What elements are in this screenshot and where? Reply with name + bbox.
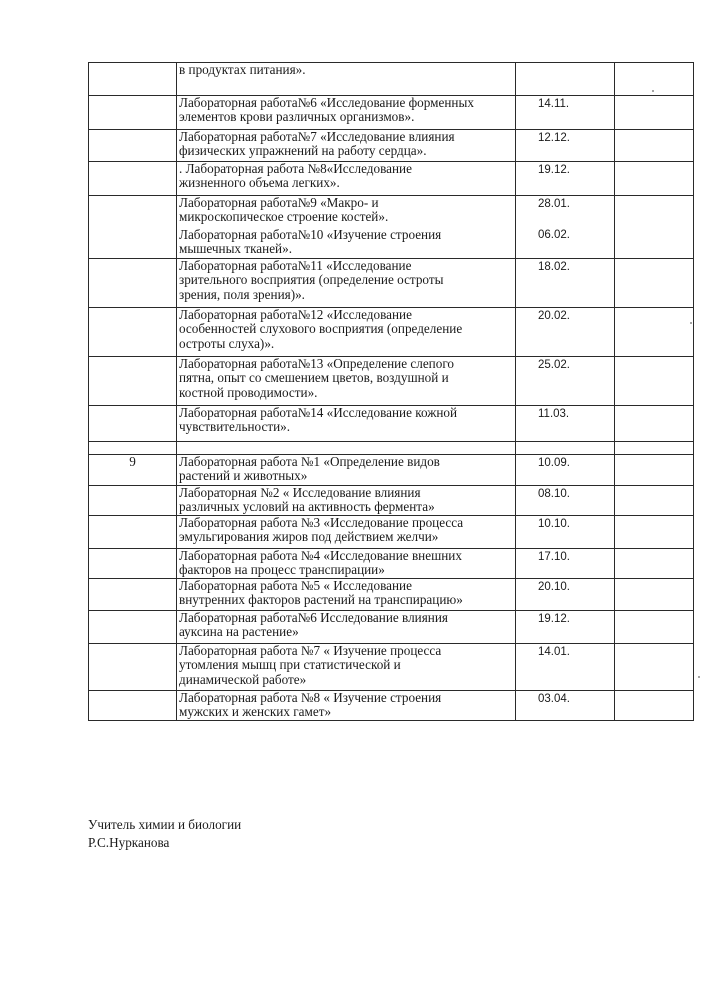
signature-block bbox=[88, 816, 241, 852]
planned-date: 11.03. bbox=[538, 408, 570, 420]
topic-cell bbox=[177, 259, 516, 308]
lab-work-title: Лабораторная работа №1 «Определение видов растений и животных» bbox=[179, 454, 440, 484]
lab-work-title: Лабораторная работа №7 « Изучение процесса утомления мышц при статистической и динамической работе» bbox=[179, 642, 442, 687]
date-cell bbox=[516, 259, 615, 308]
topic-cell bbox=[177, 357, 516, 406]
lab-work-title: Лабораторная работа№10 «Изучение строения мышечных тканей». bbox=[179, 226, 442, 257]
date-cell bbox=[516, 406, 615, 442]
planned-date: 08.10. bbox=[538, 488, 570, 500]
lab-works-table bbox=[88, 62, 694, 721]
planned-date: 14.11. bbox=[538, 98, 570, 110]
topic-cell bbox=[177, 643, 516, 690]
actual-date-cell bbox=[615, 486, 694, 516]
grade-cell: 9 bbox=[89, 455, 177, 486]
topic-cell bbox=[177, 162, 516, 196]
topic-cell bbox=[177, 486, 516, 516]
planned-date: 12.12. bbox=[538, 132, 570, 144]
topic-cell bbox=[177, 578, 516, 610]
actual-date-cell bbox=[615, 130, 694, 162]
scan-speck bbox=[698, 676, 700, 678]
actual-date-cell bbox=[615, 643, 694, 690]
topic-cell bbox=[177, 610, 516, 643]
lab-work-title: Лабораторная работа№11 «Исследование зрительного восприятия (определение остроты зрения, поля зрения)». bbox=[179, 258, 444, 302]
topic-cell bbox=[177, 690, 516, 720]
lab-work-title: Лабораторная работа№13 «Определение слепого пятна, опыт со смешением цветов, воздушной и костной проводимости». bbox=[179, 356, 454, 400]
date-cell bbox=[516, 357, 615, 406]
lab-work-title: Лабораторная работа№6 «Исследование форменных элементов крови различных организмов». bbox=[179, 95, 474, 125]
grade-cell bbox=[89, 578, 177, 610]
topic-cell bbox=[177, 196, 516, 259]
grade-cell bbox=[89, 130, 177, 162]
lab-work-title: Лабораторная работа №3 «Исследование процесса эмульгирования жиров под действием желчи» bbox=[179, 515, 464, 545]
planned-date: 19.12. bbox=[538, 612, 570, 625]
teacher-title: Учитель химии и биологии bbox=[88, 817, 242, 832]
grade-cell bbox=[89, 549, 177, 579]
planned-date: 03.04. bbox=[538, 692, 570, 705]
date-cell bbox=[516, 486, 615, 516]
planned-date: 25.02. bbox=[538, 359, 570, 371]
actual-date-cell bbox=[615, 63, 694, 96]
date-cell bbox=[516, 130, 615, 162]
actual-date-cell bbox=[615, 610, 694, 643]
grade-cell bbox=[89, 96, 177, 130]
lab-work-title: Лабораторная работа №8 « Изучение строения мужских и женских гамет» bbox=[179, 689, 442, 720]
date-cell bbox=[516, 455, 615, 486]
topic-cell bbox=[177, 549, 516, 579]
grade-cell bbox=[89, 643, 177, 690]
table-row bbox=[89, 357, 694, 406]
planned-date: 19.12. bbox=[538, 164, 570, 176]
topic-cell bbox=[177, 455, 516, 486]
lab-work-title: Лабораторная работа№12 «Исследование особенностей слухового восприятия (определение остроты слуха)». bbox=[179, 307, 463, 351]
grade-cell bbox=[89, 196, 177, 259]
planned-date: 17.10. bbox=[538, 551, 570, 563]
topic-cell bbox=[177, 308, 516, 357]
table-row bbox=[89, 308, 694, 357]
table-row bbox=[89, 690, 694, 720]
table-row bbox=[89, 63, 694, 96]
lab-work-title: . Лабораторная работа №8«Исследование жизненного объема легких». bbox=[179, 161, 412, 191]
topic-cell bbox=[177, 130, 516, 162]
actual-date-cell bbox=[615, 162, 694, 196]
date-cell bbox=[516, 690, 615, 720]
lab-work-title: Лабораторная работа №4 «Исследование внешних факторов на процесс транспирации» bbox=[179, 548, 462, 578]
teacher-name: Р.С.Нурканова bbox=[88, 835, 170, 850]
lab-work-title: Лабораторная работа №5 « Исследование внутренних факторов растений на транспирацию» bbox=[179, 577, 463, 608]
planned-date: 10.09. bbox=[538, 457, 570, 469]
table-row bbox=[89, 643, 694, 690]
planned-date: 14.01. bbox=[538, 645, 570, 658]
table-row bbox=[89, 259, 694, 308]
actual-date-cell bbox=[615, 259, 694, 308]
actual-date-cell bbox=[615, 406, 694, 442]
table-row bbox=[89, 455, 694, 486]
table-row bbox=[89, 516, 694, 549]
grade-cell bbox=[89, 162, 177, 196]
lab-work-title: в продуктах питания». bbox=[179, 62, 306, 77]
grade-cell bbox=[89, 406, 177, 442]
grade-cell bbox=[89, 486, 177, 516]
planned-date: 06.02. bbox=[538, 229, 570, 242]
table-row bbox=[89, 96, 694, 130]
actual-date-cell bbox=[615, 578, 694, 610]
grade-cell bbox=[89, 63, 177, 96]
grade-cell bbox=[89, 610, 177, 643]
lab-work-title: Лабораторная работа№6 Исследование влияния ауксина на растение» bbox=[179, 609, 448, 640]
date-cell bbox=[516, 643, 615, 690]
lab-work-title: Лабораторная №2 « Исследование влияния различных условий на активность фермента» bbox=[179, 485, 435, 515]
planned-date: 20.10. bbox=[538, 580, 570, 593]
table-row bbox=[89, 162, 694, 196]
topic-cell bbox=[177, 63, 516, 96]
date-cell bbox=[516, 516, 615, 549]
planned-date: 28.01. bbox=[538, 198, 570, 210]
topic-cell bbox=[177, 406, 516, 442]
date-cell bbox=[516, 549, 615, 579]
separator-cell bbox=[615, 442, 694, 455]
separator-cell bbox=[89, 442, 177, 455]
date-cell bbox=[516, 63, 615, 96]
actual-date-cell bbox=[615, 96, 694, 130]
separator-cell bbox=[516, 442, 615, 455]
topic-cell bbox=[177, 516, 516, 549]
table-row bbox=[89, 196, 694, 259]
grade-separator-row bbox=[89, 442, 694, 455]
planned-date: 18.02. bbox=[538, 261, 570, 273]
date-cell bbox=[516, 162, 615, 196]
actual-date-cell bbox=[615, 357, 694, 406]
table-row bbox=[89, 406, 694, 442]
topic-cell bbox=[177, 96, 516, 130]
actual-date-cell bbox=[615, 455, 694, 486]
planned-date: 10.10. bbox=[538, 518, 570, 530]
grade-cell bbox=[89, 690, 177, 720]
lab-work-title: Лабораторная работа№14 «Исследование кожной чувствительности». bbox=[179, 405, 458, 435]
lab-work-title: Лабораторная работа№7 «Исследование влияния физических упражнений на работу сердца». bbox=[179, 129, 455, 159]
date-cell bbox=[516, 578, 615, 610]
table-row bbox=[89, 549, 694, 579]
lab-work-title: Лабораторная работа№9 «Макро- и микроскопическое строение костей». bbox=[179, 195, 389, 225]
date-cell bbox=[516, 610, 615, 643]
grade-cell bbox=[89, 516, 177, 549]
actual-date-cell bbox=[615, 516, 694, 549]
grade-cell bbox=[89, 357, 177, 406]
grade-cell bbox=[89, 259, 177, 308]
separator-cell bbox=[177, 442, 516, 455]
table-row bbox=[89, 610, 694, 643]
scan-speck bbox=[690, 322, 692, 324]
actual-date-cell bbox=[615, 690, 694, 720]
table-row bbox=[89, 578, 694, 610]
table-body bbox=[89, 63, 694, 721]
scan-speck bbox=[652, 90, 654, 92]
actual-date-cell bbox=[615, 196, 694, 259]
planned-date: 20.02. bbox=[538, 310, 570, 322]
table-row bbox=[89, 486, 694, 516]
date-cell bbox=[516, 196, 615, 259]
date-cell bbox=[516, 96, 615, 130]
grade-cell bbox=[89, 308, 177, 357]
actual-date-cell bbox=[615, 549, 694, 579]
date-cell bbox=[516, 308, 615, 357]
table-row bbox=[89, 130, 694, 162]
actual-date-cell bbox=[615, 308, 694, 357]
